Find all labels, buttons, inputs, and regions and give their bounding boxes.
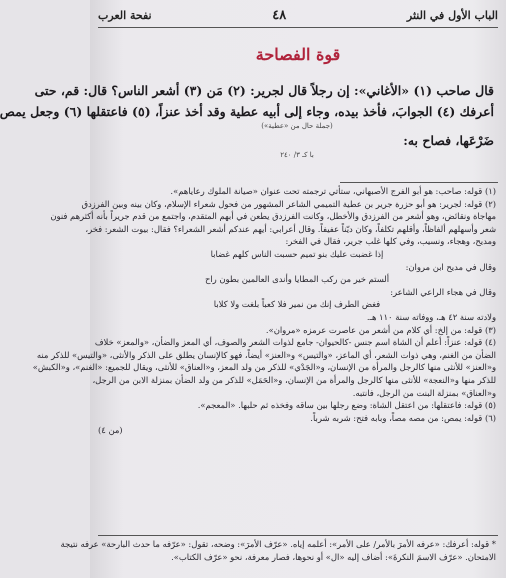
- notes-section: [32, 185, 496, 437]
- section-title: قوة الفصاحة: [255, 45, 341, 64]
- note-line: (٣) قوله: من إلخ: أي كلام من أشعر من عاصرت عرمزه «مروان».: [265, 324, 496, 335]
- verse-line: فغض الطرف إنك من نمير فلا كعباً بلغت ولا كلابا: [213, 299, 381, 310]
- note-line: و«العناق» بمنزلة البنت من الرجل، فانتبه.: [352, 387, 496, 398]
- running-header: [98, 4, 498, 26]
- verse-line: ألستم خير من ركب المطايا وأندى العالمين بطون راح: [204, 274, 390, 285]
- annotation-hal: (جملة حال من «عطية»): [261, 122, 333, 130]
- note-line: الضأن من الغنم، وهي ذوات الشعر، أي الماعز، «والتيس» و«العنز» أيضاً، فهو كالإنسان يطلق على الذكر والأنثى، «والتيس» للذكر منه: [36, 349, 496, 360]
- note-line: ومديح، وهجاء، ونسيب، وفي كلها غلب جرير، فقال في الفخر:: [285, 236, 496, 247]
- footnote-rule: [98, 535, 498, 536]
- verse-line: إذا غضبت عليك بنو تميم حسبت الناس كلهم غضابا: [210, 248, 384, 259]
- main-line-2: أعرفك (٤) الجوابَ، فأخذ بيده، وجاء إلى أبيه عطية وقد أخذ عنزاً، (٥) فاعتقلها (٦) وجعل يمص: [0, 104, 494, 119]
- main-line-1: قال صاحب (١) «الأغاني»: إن رجلاً قال لجرير: (٢) مَن (٣) أشعر الناس؟ قال: قم، حتى: [34, 83, 494, 98]
- note-line: وقال في مديح ابن مروان:: [405, 261, 496, 272]
- note-line: (٦) قوله: يمص: من مصه مصاً، وبابه فتح: شربه شرباً.: [310, 412, 496, 423]
- note-line: للذكر منها و«النعجة» للأنثى منها كالرجل والمرأة من الإنسان، و«الحَمَل» للذكر من ولد الضأن بمنزلة الابن من الرجل،: [92, 374, 496, 385]
- note-line: (١) قوله: صاحب: هو أبو الفرج الأصبهاني، ستأتي ترجمته تحت عنوان «صيانة الملوك رعاياهم».: [170, 186, 496, 196]
- footnote-line: الامتحان. «عرّف الاسمَ النكرةَ»: أضاف إليه «ال» أو نحوها، فصار معرفة، نحو «عرّف الكتاب».: [171, 552, 496, 562]
- header-rule: [98, 27, 498, 28]
- note-line: شعر وأسهلهم ألفاظاً، وأقلهم تكلفاً، وكان ديّناً عفيفاً. وقال أعرابي: أيهم عندكم أشعر الشعراء؟ فقال: بيوت الشعر: فخر،: [85, 223, 496, 234]
- footnotes-section: [60, 538, 496, 564]
- annotation-ref: با كـ ٣/ ٢٤٠: [280, 151, 314, 159]
- note-line: (من ٤): [98, 425, 123, 436]
- main-line-3: ضَرْعَها، فصاح به:: [403, 133, 494, 148]
- note-line: مهاجاة ونقائض، وهو أشعر من الفرزدق والأخطل، وكانت الفرزدق يطعن في أبهم المتقدم، واجتمع من قدم جريراً بأنه أكثرهم فنون: [50, 211, 496, 222]
- header-chapter-title: الباب الأول في النثر: [406, 8, 498, 22]
- note-line: و«العنز» للأنثى منها كالرجل والمرأة من الإنسان، و«الجَدْي» للذكر من ولد المعز، و«العناق» للأنثى، ويقال للجميع: «الغنم»، و«الكبش»: [32, 362, 496, 373]
- note-line: (٤) قوله: عنزاً: أعلم أن الشاة اسم جنس -كالحيوان- جامع لذوات الشعر والصوف، أي المعز والضأن، «والمعز» خلاف: [94, 337, 496, 348]
- footnote-line: * قوله: أعرفك: «عرفه الأمرَ بالأمر/ على الأمر»: أعلمه إياه. «عرّف الأمرَ»: وضحه، تقول: «عرّفه ما حدث البارحة» عرفه نتيجة: [60, 539, 496, 549]
- notes-separator: [340, 182, 498, 183]
- note-line: (٢) قوله: لجرير: هو أبو حزرة جرير بن عطية التميمي الشاعر المشهور من فحول شعراء الإسلام، وكان بينه وبين الفرزدق: [81, 198, 496, 209]
- note-line: وقال في هجاء الراعي الشاعر:: [390, 286, 496, 297]
- note-line: (٥) قوله: فاعتقلها: من اعتقل الشاة: وضع رجلها بين ساقه وفخذه ثم حلبها. «المعجم».: [197, 400, 496, 411]
- note-line: ولادته سنة ٤٢ هـ، ووفاته سنة ١١٠ هـ.: [366, 311, 496, 322]
- main-text: [0, 80, 494, 159]
- header-book-title: نفحة العرب: [98, 8, 152, 22]
- page-number: ٤٨: [272, 7, 287, 23]
